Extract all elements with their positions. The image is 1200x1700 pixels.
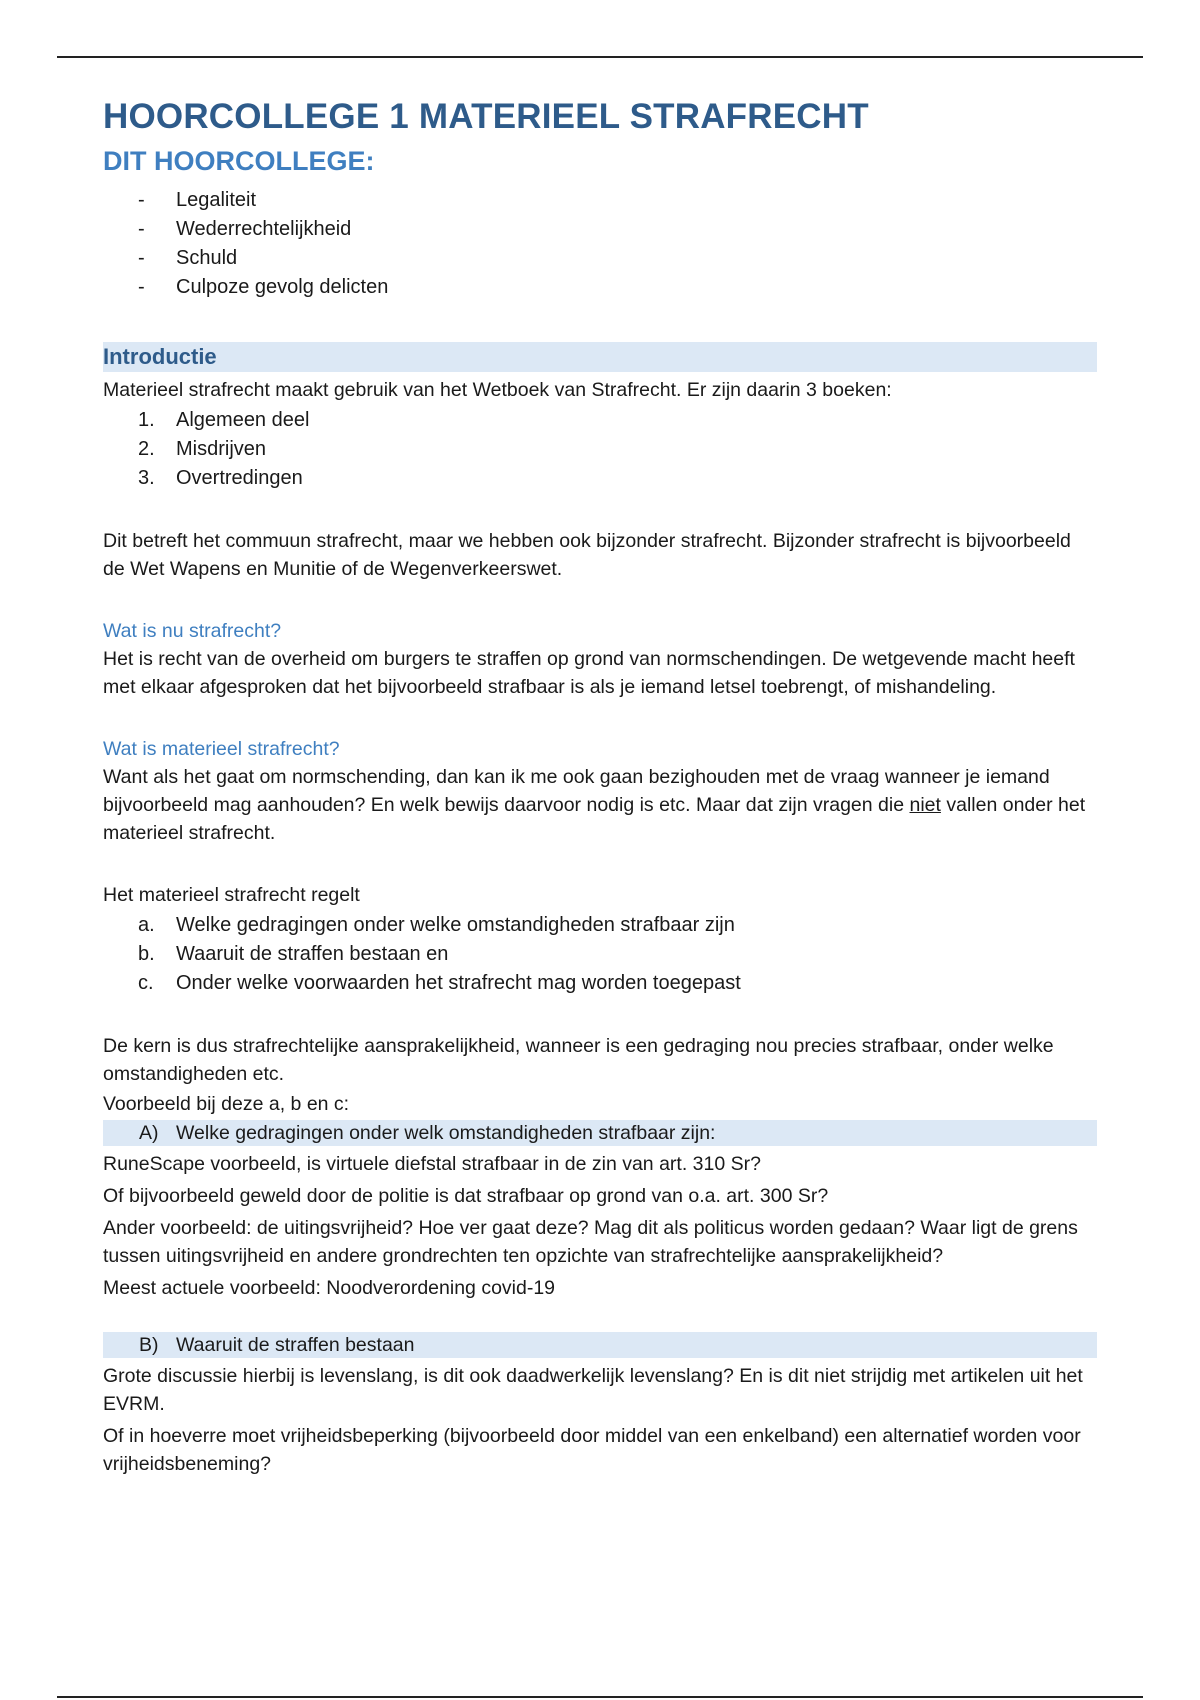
section-a-line: RuneScape voorbeeld, is virtuele diefstal strafbaar in de zin van art. 310 Sr? (103, 1153, 761, 1175)
commuun-paragraph: Dit betreft het commuun strafrecht, maar we hebben ook bijzonder strafrecht. Bijzonder strafrecht is bijvoorbeeld de Wet Wapens en Munitie of de Wegenverkeerswet. (103, 530, 1071, 580)
list-item: 2. Misdrijven (138, 438, 267, 460)
section-heading-b: B) Waaruit de straffen bestaan (103, 1332, 1097, 1358)
section-a-line: Ander voorbeeld: de uitingsvrijheid? Hoe ver gaat deze? Mag dit als politicus worden gedaan? Waar ligt de grens tussen uitingsvrijheid en andere grondrechten ten opzichte van strafrechtelijke aansprakelijkheid? (103, 1217, 1078, 1267)
kern-paragraph: De kern is dus strafrechtelijke aansprakelijkheid, wanneer is een gedraging nou precies strafbaar, onder welke omstandigheden etc. (103, 1035, 1054, 1085)
section-heading-a: A) Welke gedragingen onder welk omstandigheden strafbaar zijn: (103, 1120, 1097, 1146)
boeken-list (103, 406, 1097, 493)
top-rule (57, 56, 1143, 58)
page-subtitle: DIT HOORCOLLEGE: (103, 146, 375, 176)
strafrecht-paragraph: Het is recht van de overheid om burgers te straffen op grond van normschendingen. De wetgevende macht heeft met elkaar afgesproken dat het bijvoorbeeld strafbaar is als je iemand letsel toebrengt, of mishandeling. (103, 648, 1075, 698)
section-a-line: Of bijvoorbeeld geweld door de politie is dat strafbaar op grond van o.a. art. 300 Sr? (103, 1185, 829, 1207)
section-b-line: Grote discussie hierbij is levenslang, is dit ook daadwerkelijk levenslang? En is dit niet strijdig met artikelen uit het EVRM. (103, 1365, 1083, 1415)
bottom-rule (57, 1696, 1143, 1698)
subheading-wat-is-strafrecht: Wat is nu strafrecht? (103, 620, 282, 642)
list-item: c. Onder welke voorwaarden het strafrecht mag worden toegepast (138, 972, 741, 994)
section-a-line: Meest actuele voorbeeld: Noodverordening covid-19 (103, 1277, 556, 1299)
regelt-intro: Het materieel strafrecht regelt (103, 884, 360, 906)
regelt-list (103, 911, 1097, 998)
list-item: b. Waaruit de straffen bestaan en (138, 943, 449, 965)
voorbeeld-intro: Voorbeeld bij deze a, b en c: (103, 1093, 350, 1115)
section-b-body (103, 1362, 1097, 1478)
subheading-wat-is-materieel: Wat is materieel strafrecht? (103, 738, 340, 760)
materieel-paragraph: Want als het gaat om normschending, dan kan ik me ook gaan bezighouden met de vraag wanneer je iemand bijvoorbeeld mag aanhouden? En welk bewijs daarvoor nodig is etc. Maar dat zijn vragen die niet vallen onder het materieel strafrecht. (103, 766, 1086, 844)
intro-paragraph: Materieel strafrecht maakt gebruik van het Wetboek van Strafrecht. Er zijn daarin 3 boeken: (103, 379, 892, 401)
section-b-line: Of in hoeverre moet vrijheidsbeperking (bijvoorbeeld door middel van een enkelband) een alternatief worden voor vrijheidsbeneming? (103, 1425, 1081, 1475)
section-a-body (103, 1150, 1097, 1302)
list-item: 1. Algemeen deel (138, 409, 310, 431)
list-item: - Schuld (138, 247, 238, 269)
list-item: 3. Overtredingen (138, 467, 303, 489)
underlined-word: niet (909, 794, 941, 816)
list-item: - Wederrechtelijkheid (138, 218, 352, 240)
page-title: HOORCOLLEGE 1 MATERIEEL STRAFRECHT (103, 97, 869, 136)
list-item: - Culpoze gevolg delicten (138, 276, 389, 298)
section-heading-introductie: Introductie (103, 342, 1097, 372)
document-body (103, 94, 1097, 1482)
topic-list (103, 186, 1097, 302)
list-item: a. Welke gedragingen onder welke omstandigheden strafbaar zijn (138, 914, 735, 936)
list-item: - Legaliteit (138, 189, 257, 211)
